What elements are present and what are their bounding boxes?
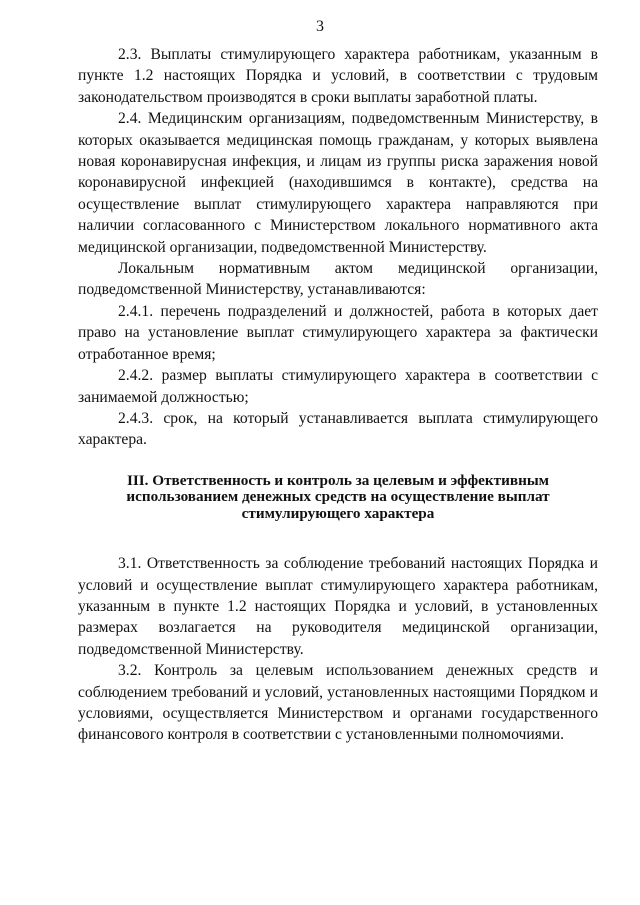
paragraph-2-3: 2.3. Выплаты стимулирующего характера работникам, указанным в пункте 1.2 настоящих Порядка и условий, в соответствии с трудовым законодательством производятся в сроки выплаты заработной платы. [78, 46, 598, 106]
paragraph-local-act: Локальным нормативным актом медицинской организации, подведомственной Министерству, устанавливаются: [78, 260, 598, 299]
paragraph-2-4-2: 2.4.2. размер выплаты стимулирующего характера в соответствии с занимаемой должностью; [78, 367, 598, 406]
paragraph-2-4: 2.4. Медицинским организациям, подведомственным Министерству, в которых оказывается медицинская помощь гражданам, у которых выявлена новая коронавирусная инфекция, и лицам из группы риска заражения новой коронавирусной инфекцией (находившимся в контакте), средства на осуществление выплат стимулирующего характера направляются при наличии согласованного с Министерством локального нормативного акта медицинской организации, подведомственной Министерству. [78, 110, 598, 256]
section-heading-iii: III. Ответственность и контроль за целевым и эффективным использованием денежных средств на осуществление выплат стимулирующего характера [126, 471, 550, 522]
paragraph-3-2: 3.2. Контроль за целевым использованием денежных средств и соблюдением требований и условий, установленных настоящими Порядком и условиями, осуществляется Министерством и органами государственного финансового контроля в соответствии с установленными полномочиями. [78, 662, 598, 744]
paragraph-3-1: 3.1. Ответственность за соблюдение требований настоящих Порядка и условий и осуществление выплат стимулирующего характера работникам, указанным в пункте 1.2 настоящих Порядка и условий, в установленных размерах возлагается на руководителя медицинской организации, подведомственной Министерству. [78, 555, 598, 658]
page-number: 3 [316, 18, 324, 35]
paragraph-2-4-3: 2.4.3. срок, на который устанавливается выплата стимулирующего характера. [78, 409, 598, 449]
document-body [78, 44, 598, 746]
paragraph-2-4-1: 2.4.1. перечень подразделений и должностей, работа в которых дает право на установление выплат стимулирующего характера за фактически отработанное время; [78, 302, 598, 363]
